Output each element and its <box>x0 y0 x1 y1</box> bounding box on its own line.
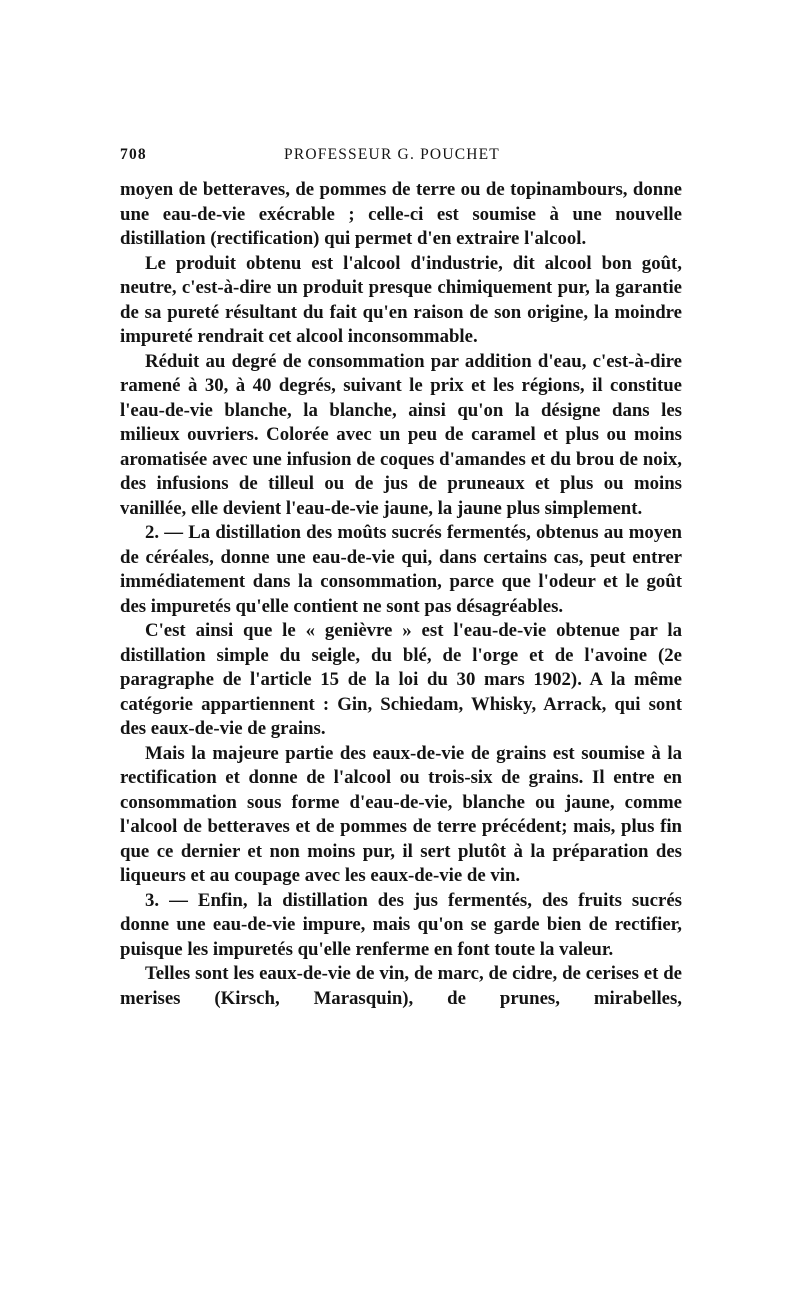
paragraph-continued: moyen de betteraves, de pommes de terre ou de topinambours, donne une eau-de-vie exécrable ; celle-ci est soumise à une nouvelle distillation (rectification) qui permet d'en extraire l'alcool. <box>120 179 682 249</box>
paragraph-eaux-de-vie-fruits: Telles sont les eaux-de-vie de vin, de marc, de cidre, de cerises et de merises (Kirsch, Marasquin), de prunes, mirabelles, <box>120 963 682 1009</box>
running-head <box>120 140 682 168</box>
paragraph-genievre: C'est ainsi que le « genièvre » est l'eau-de-vie obtenue par la distillation simple du seigle, du blé, de l'orge et de l'avoine (2e paragraphe de l'article 15 de la loi du 30 mars 1902). A la même catégorie appartiennent : Gin, Schiedam, Whisky, Arrack, qui sont des eaux-de-vie de grains. <box>120 620 682 739</box>
paragraph-jus-fermentes: 3. — Enfin, la distillation des jus fermentés, des fruits sucrés donne une eau-de-vie impure, mais qu'on se garde bien de rectifier, puisque les impuretés qu'elle renferme en font toute la valeur. <box>120 889 682 960</box>
running-title: PROFESSEUR G. POUCHET <box>284 146 500 163</box>
paragraph-alcool-industrie: Le produit obtenu est l'alcool d'industrie, dit alcool bon goût, neutre, c'est-à-dire un produit presque chimiquement pur, la garantie de sa pureté résultant du fait qu'en raison de son origine, la moindre impureté rendrait cet alcool inconsommable. <box>120 252 682 347</box>
book-page <box>120 140 682 1011</box>
paragraph-rectification-grains: Mais la majeure partie des eaux-de-vie de grains est soumise à la rectification et donne de l'alcool ou trois-six de grains. Il entre en consommation sous forme d'eau-de-vie, blanche ou jaune, comme l'alcool de betteraves et de pommes de terre précédent; mais, plus fin que ce dernier et non moins pur, il sert plutôt à la préparation des liqueurs et au coupage avec les eaux-de-vie de vin. <box>120 742 682 886</box>
page-number: 708 <box>120 146 147 163</box>
paragraph-cereales: 2. — La distillation des moûts sucrés fermentés, obtenus au moyen de céréales, donne une eau-de-vie qui, dans certains cas, peut entrer immédiatement dans la consommation, parce que l'odeur et le goût des impuretés qu'elle contient ne sont pas désagréables. <box>120 522 682 617</box>
paragraph-eau-de-vie-blanche: Réduit au degré de consommation par addition d'eau, c'est-à-dire ramené à 30, à 40 degrés, suivant le prix et les régions, il constitue l'eau-de-vie blanche, la blanche, ainsi qu'on la désigne dans les milieux ouvriers. Colorée avec un peu de caramel et plus ou moins aromatisée avec une infusion de coques d'amandes et du brou de noix, des infusions de tilleul ou de jus de pruneaux et plus ou moins vanillée, elle devient l'eau-de-vie jaune, la jaune plus simplement. <box>120 350 682 519</box>
body-text <box>120 178 682 1011</box>
